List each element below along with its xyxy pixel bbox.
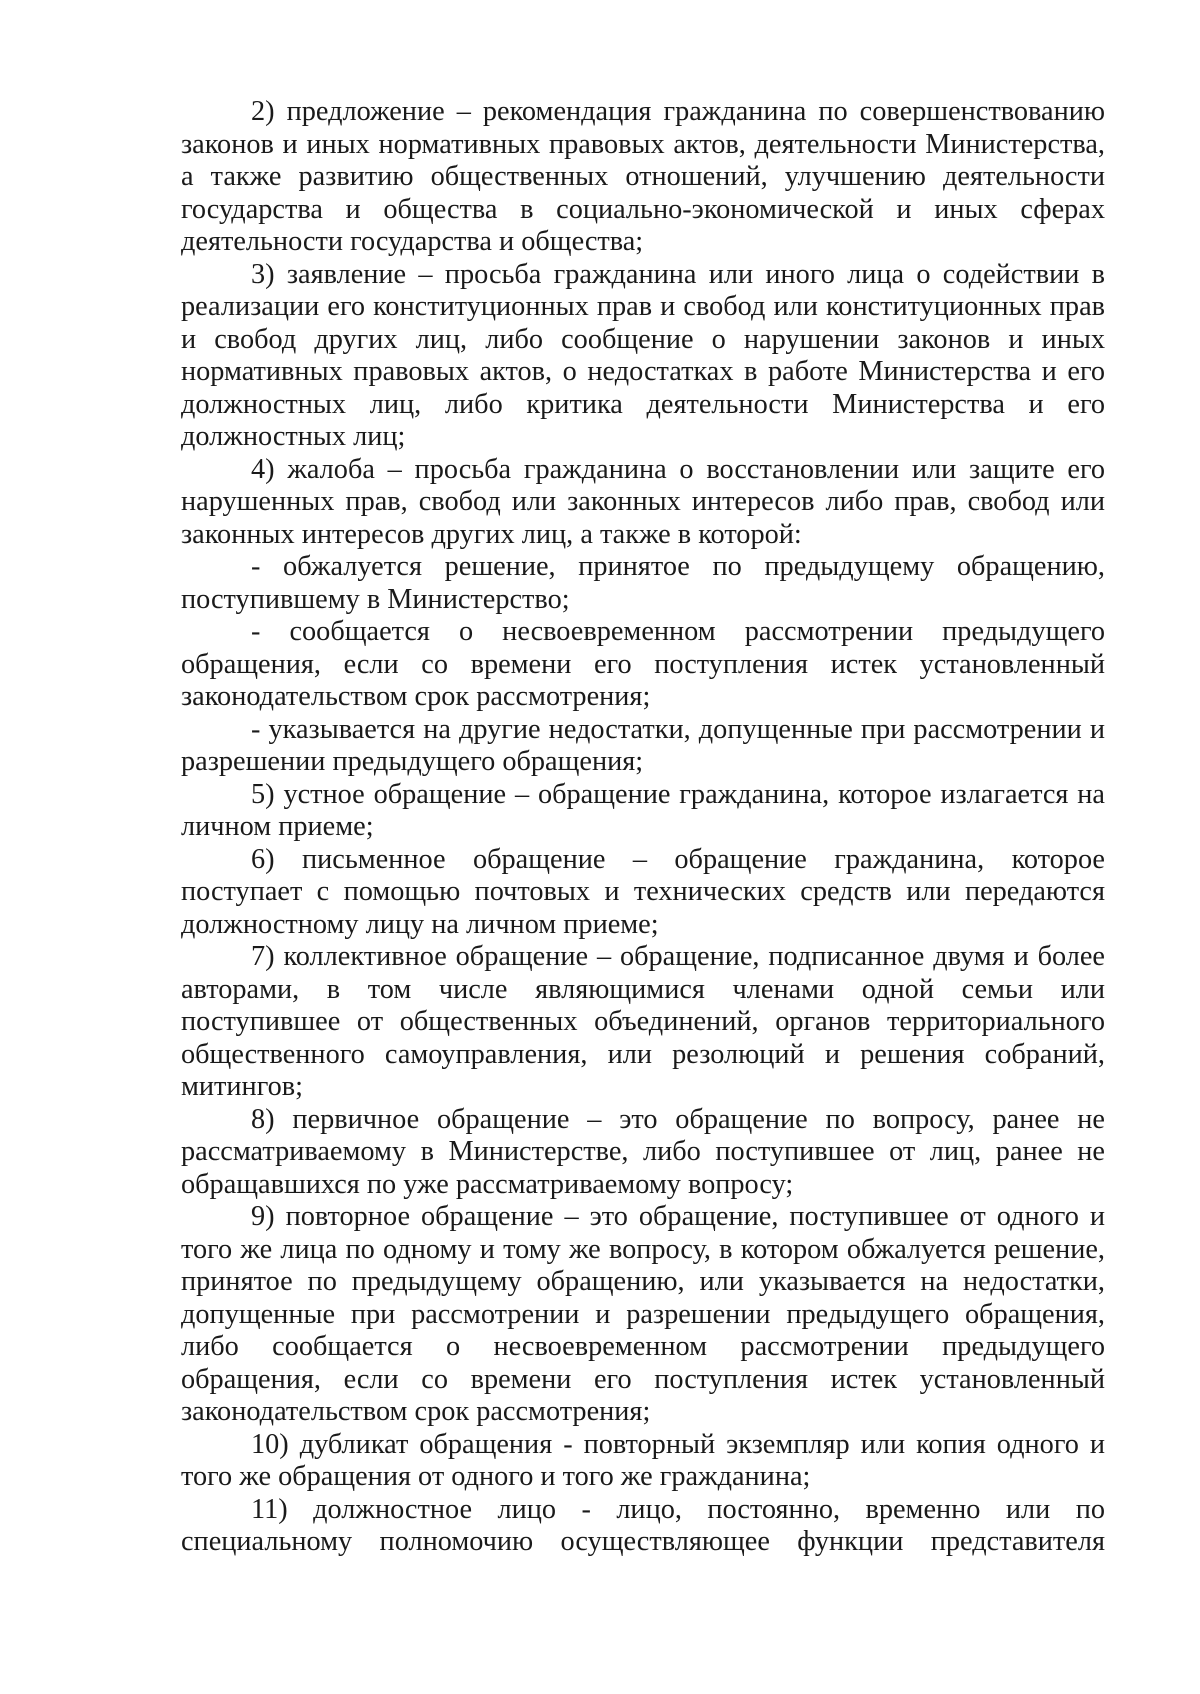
list-item-other-shortcomings: - указывается на другие недостатки, допущенные при рассмотрении и разрешении предыдущего обращения;	[181, 713, 1105, 777]
paragraph-complaint: 4) жалоба – просьба гражданина о восстановлении или защите его нарушенных прав, свобод или законных интересов либо прав, свобод или законных интересов других лиц, а также в которой:	[181, 453, 1105, 550]
list-item-appeal-decision: - обжалуется решение, принятое по предыдущему обращению, поступившему в Министерство;	[181, 551, 1105, 615]
paragraph-oral-appeal: 5) устное обращение – обращение гражданина, которое излагается на личном приеме;	[181, 778, 1105, 842]
paragraph-official: 11) должностное лицо - лицо, постоянно, временно или по специальному полномочию осуществляющее функции представителя	[181, 1493, 1105, 1557]
paragraph-statement: 3) заявление – просьба гражданина или иного лица о содействии в реализации его конституционных прав и свобод или конституционных прав и свобод других лиц, либо сообщение о нарушении законов и иных нормативных правовых актов, о недостатках в работе Министерства и его должностных лиц, либо критика деятельности Министерства и его должностных лиц;	[181, 258, 1105, 452]
paragraph-proposal: 2) предложение – рекомендация гражданина по совершенствованию законов и иных нормативных правовых актов, деятельности Министерства, а также развитию общественных отношений, улучшению деятельности государства и общества в социально-экономической и иных сферах деятельности государства и общества;	[181, 96, 1105, 257]
paragraph-collective-appeal: 7) коллективное обращение – обращение, подписанное двумя и более авторами, в том числе являющимися членами одной семьи или поступившее от общественных объединений, органов территориального общественного самоуправления, или резолюций и решения собраний, митингов;	[181, 941, 1105, 1102]
paragraph-repeated-appeal: 9) повторное обращение – это обращение, поступившее от одного и того же лица по одному и тому же вопросу, в котором обжалуется решение, принятое по предыдущему обращению, или указывается на недостатки, допущенные при рассмотрении и разрешении предыдущего обращения, либо сообщается о несвоевременном рассмотрении предыдущего обращения, если со времени его поступления истек установленный законодательством срок рассмотрения;	[181, 1201, 1105, 1427]
paragraph-written-appeal: 6) письменное обращение – обращение гражданина, которое поступает с помощью почтовых и технических средств или передаются должностному лицу на личном приеме;	[181, 843, 1105, 940]
paragraph-primary-appeal: 8) первичное обращение – это обращение по вопросу, ранее не рассматриваемому в Министерстве, либо поступившее от лиц, ранее не обращавшихся по уже рассматриваемому вопросу;	[181, 1103, 1105, 1200]
document-page	[181, 96, 1105, 1559]
list-item-untimely-review: - сообщается о несвоевременном рассмотрении предыдущего обращения, если со времени его поступления истек установленный законодательством срок рассмотрения;	[181, 616, 1105, 712]
paragraph-duplicate-appeal: 10) дубликат обращения - повторный экземпляр или копия одного и того же обращения от одного и того же гражданина;	[181, 1428, 1105, 1492]
